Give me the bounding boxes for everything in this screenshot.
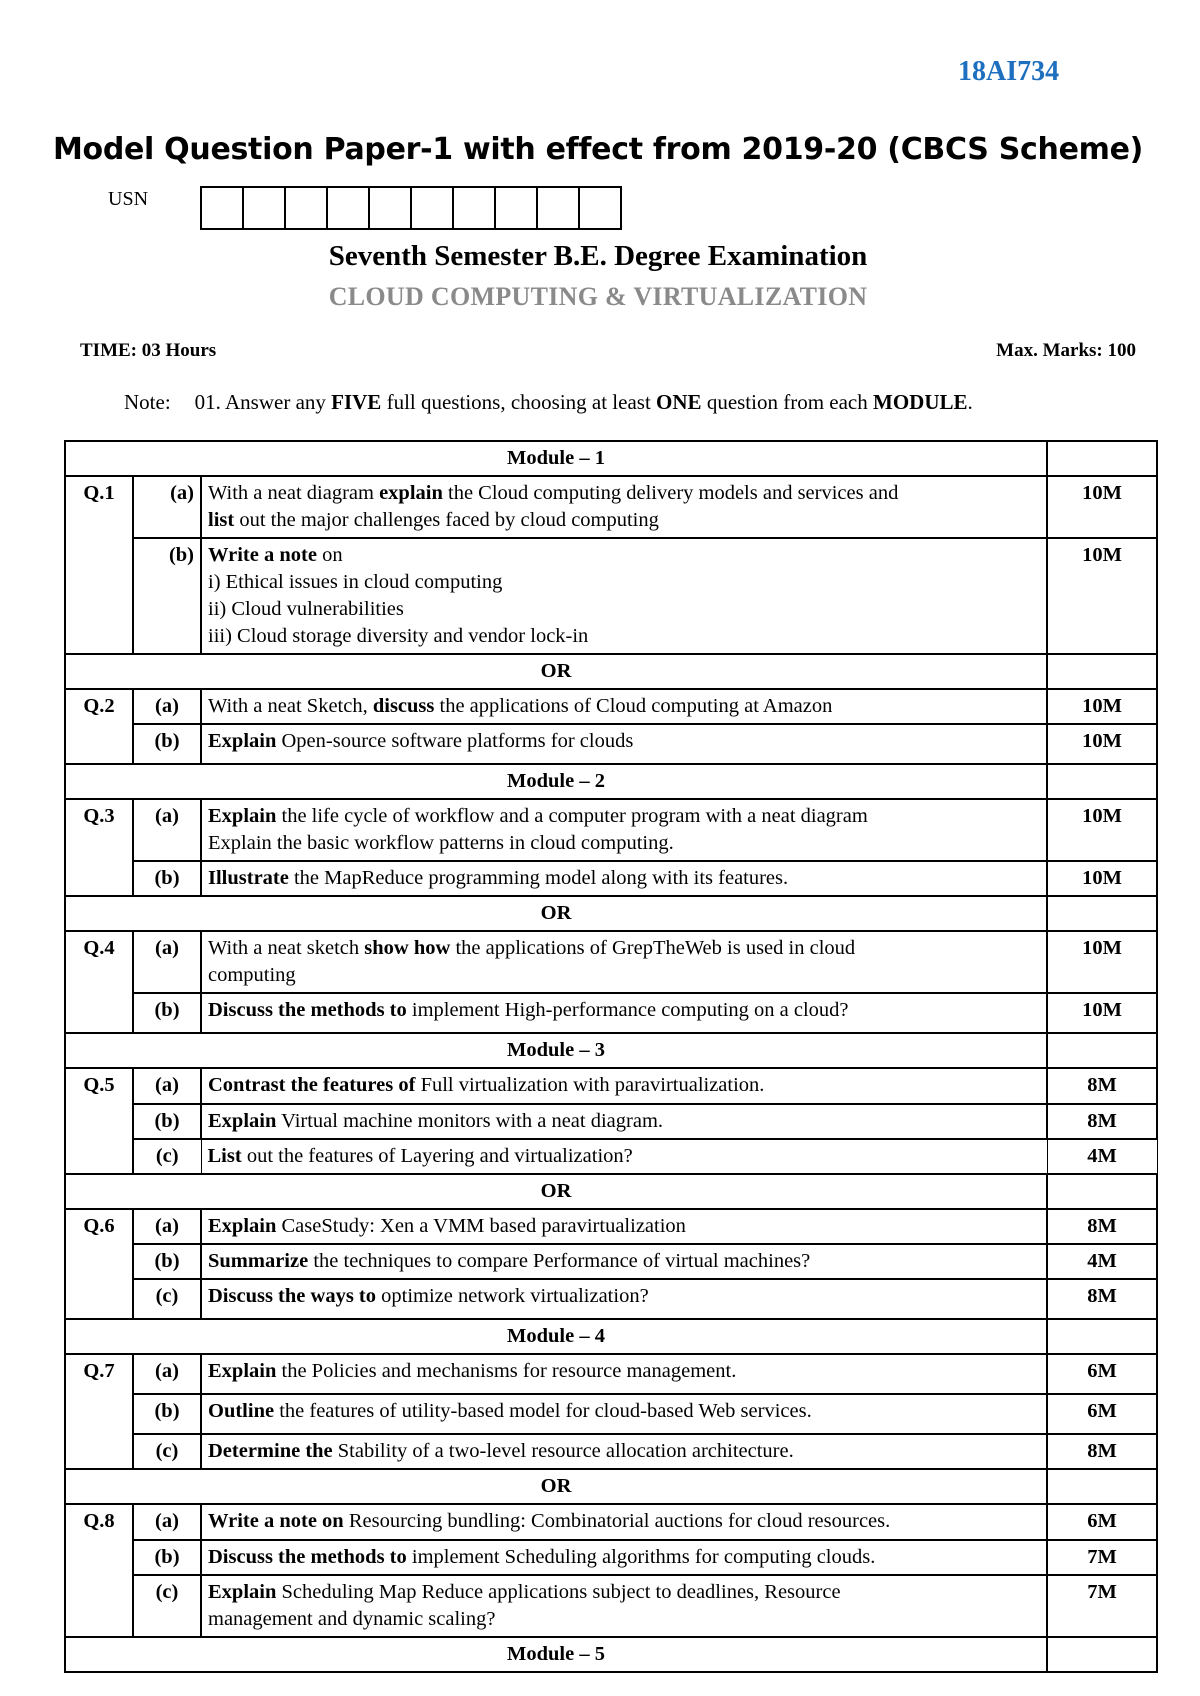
or-row [65, 654, 1157, 689]
question-text-line [208, 1248, 1040, 1275]
marks-value: 7M [1047, 1575, 1157, 1637]
question-text [201, 1504, 1047, 1540]
sub-question-label: (a) [133, 1354, 201, 1394]
sub-question-label: (b) [133, 861, 201, 896]
or-marks-blank [1047, 1469, 1157, 1504]
question-text-run: Explain the basic workflow patterns in cloud computing. [208, 832, 674, 854]
sub-question-label: (a) [133, 476, 201, 538]
question-text-run: out the major challenges faced by cloud computing [234, 509, 659, 531]
question-text [201, 476, 1047, 538]
question-text [201, 1540, 1047, 1575]
module-heading-marks-blank [1047, 1319, 1157, 1354]
question-part-row [65, 1244, 1157, 1279]
note-text-4: . [967, 390, 973, 414]
sub-question-label: (c) [133, 1279, 201, 1319]
question-part-row [65, 861, 1157, 896]
question-keyword: show how [364, 937, 451, 959]
marks-value: 10M [1047, 861, 1157, 896]
subject-name: CLOUD COMPUTING & VIRTUALIZATION [328, 282, 868, 311]
module-heading: Module – 3 [65, 1033, 1047, 1068]
sub-question-label: (b) [133, 1394, 201, 1434]
question-text-line [208, 1606, 1040, 1633]
sub-question-label: (b) [133, 538, 201, 654]
module-heading-row [65, 1033, 1157, 1068]
marks-value: 10M [1047, 724, 1157, 764]
question-text [201, 724, 1047, 764]
question-text-line [208, 865, 1040, 892]
question-number: Q.7 [65, 1354, 133, 1469]
question-text-run: management and dynamic scaling? [208, 1608, 496, 1630]
question-text-line [208, 1283, 1040, 1310]
question-keyword: Explain [208, 1360, 277, 1382]
question-text-run: Resourcing bundling: Combinatorial auctions for cloud resources. [343, 1510, 891, 1532]
module-heading: Module – 2 [65, 764, 1047, 799]
sub-question-label: (a) [133, 1504, 201, 1540]
question-text-line [208, 1358, 1040, 1385]
question-text-run: the MapReduce programming model along with its features. [288, 867, 789, 889]
question-text-line [208, 728, 1040, 755]
question-text-run: With a neat diagram [208, 482, 380, 504]
question-text-line [208, 693, 1040, 720]
or-separator: OR [65, 1174, 1047, 1209]
exam-time: TIME: 03 Hours [80, 340, 217, 361]
question-text-line [208, 997, 1040, 1024]
question-text-run: out the features of Layering and virtualization? [241, 1145, 633, 1167]
question-text-run: computing [208, 964, 296, 986]
sub-question-label: (c) [133, 1434, 201, 1469]
question-text-run: the Policies and mechanisms for resource management. [276, 1360, 737, 1382]
question-keyword: Discuss the methods to [208, 999, 407, 1021]
question-text-run: Scheduling Map Reduce applications subject to deadlines, Resource [276, 1581, 841, 1603]
question-text [201, 931, 1047, 993]
note-text-2: full questions, choosing at least [381, 390, 657, 414]
question-number: Q.5 [65, 1068, 133, 1174]
question-part-row [65, 1434, 1157, 1469]
question-part-row [65, 476, 1157, 538]
question-text [201, 1068, 1047, 1104]
question-text-run: the applications of GrepTheWeb is used in cloud [450, 937, 856, 959]
question-number: Q.8 [65, 1504, 133, 1637]
question-part-row [65, 993, 1157, 1033]
question-text-line [208, 962, 1040, 989]
question-keyword: Explain [208, 1215, 277, 1237]
question-part-row [65, 1394, 1157, 1434]
marks-value: 10M [1047, 538, 1157, 654]
question-part-row [65, 1068, 1157, 1104]
marks-value: 8M [1047, 1434, 1157, 1469]
question-text-run: Stability of a two-level resource allocation architecture. [332, 1440, 794, 1462]
question-keyword: Illustrate [208, 867, 289, 889]
marks-value: 4M [1047, 1139, 1157, 1174]
usn-entry-boxes [200, 186, 622, 230]
question-text [201, 1104, 1047, 1139]
question-text-run: implement Scheduling algorithms for computing clouds. [406, 1546, 876, 1568]
question-number: Q.6 [65, 1209, 133, 1319]
question-text-run: the techniques to compare Performance of virtual machines? [308, 1250, 811, 1272]
question-table [64, 440, 1158, 1673]
question-text-run: optimize network virtualization? [376, 1285, 649, 1307]
marks-value: 10M [1047, 689, 1157, 724]
question-part-row [65, 1139, 1157, 1174]
question-text-line [208, 623, 1040, 650]
question-text-run: the Cloud computing delivery models and services and [442, 482, 899, 504]
question-part-row [65, 1575, 1157, 1637]
module-heading: Module – 1 [65, 441, 1047, 476]
marks-value: 8M [1047, 1209, 1157, 1244]
question-keyword: Explain [208, 805, 277, 827]
question-keyword: Explain [208, 730, 277, 752]
or-row [65, 1174, 1157, 1209]
question-text-run: Open-source software platforms for clouds [276, 730, 634, 752]
usn-label: USN [108, 188, 149, 210]
question-text-run: Full virtualization with paravirtualization. [415, 1074, 765, 1096]
marks-value: 8M [1047, 1279, 1157, 1319]
instructions-note [124, 390, 973, 415]
question-keyword: discuss [372, 695, 435, 717]
semester-heading: Seventh Semester B.E. Degree Examination [328, 240, 868, 272]
question-keyword: Explain [208, 1110, 277, 1132]
question-number: Q.4 [65, 931, 133, 1033]
question-part-row [65, 538, 1157, 654]
question-text-line [208, 480, 1040, 507]
question-text-line [208, 830, 1040, 857]
question-keyword: list [208, 509, 235, 531]
sub-question-label: (b) [133, 1540, 201, 1575]
module-heading: Module – 4 [65, 1319, 1047, 1354]
question-keyword: Contrast the features of [208, 1074, 416, 1096]
question-text-line [208, 803, 1040, 830]
module-heading-marks-blank [1047, 1637, 1157, 1672]
question-text [201, 1279, 1047, 1319]
marks-value: 10M [1047, 931, 1157, 993]
or-separator: OR [65, 1469, 1047, 1504]
usn-box [538, 186, 580, 230]
module-heading-row [65, 441, 1157, 476]
question-keyword: Summarize [208, 1250, 309, 1272]
question-part-row [65, 1209, 1157, 1244]
question-text-run: the applications of Cloud computing at Amazon [434, 695, 833, 717]
or-row [65, 896, 1157, 931]
question-text-run: the life cycle of workflow and a computer program with a neat diagram [276, 805, 868, 827]
marks-value: 8M [1047, 1104, 1157, 1139]
sub-question-label: (b) [133, 1104, 201, 1139]
usn-box [244, 186, 286, 230]
question-text [201, 1139, 1047, 1174]
question-text [201, 1354, 1047, 1394]
question-text-line [208, 1143, 1041, 1170]
marks-value: 6M [1047, 1394, 1157, 1434]
question-text-run: ii) Cloud vulnerabilities [208, 598, 404, 620]
question-part-row [65, 724, 1157, 764]
question-text [201, 1575, 1047, 1637]
question-text-line [208, 1108, 1040, 1135]
question-text [201, 689, 1047, 724]
or-separator: OR [65, 896, 1047, 931]
question-keyword: List [207, 1145, 242, 1167]
question-text-line [208, 1213, 1040, 1240]
note-text-3: question from each [701, 390, 874, 414]
sub-question-label: (a) [133, 931, 201, 993]
question-text-line [208, 1398, 1040, 1425]
or-marks-blank [1047, 654, 1157, 689]
usn-box [580, 186, 622, 230]
marks-value: 4M [1047, 1244, 1157, 1279]
sub-question-label: (a) [133, 799, 201, 861]
sub-question-label: (a) [133, 689, 201, 724]
question-keyword: Discuss the methods to [208, 1546, 407, 1568]
question-part-row [65, 931, 1157, 993]
note-text-1: 01. Answer any [194, 390, 332, 414]
sub-question-label: (c) [133, 1575, 201, 1637]
question-text [201, 1394, 1047, 1434]
marks-value: 10M [1047, 993, 1157, 1033]
question-text-run: on [316, 544, 343, 566]
question-text [201, 861, 1047, 896]
usn-box [412, 186, 454, 230]
note-emphasis-module: MODULE [873, 390, 968, 414]
question-part-row [65, 689, 1157, 724]
question-text-run: Virtual machine monitors with a neat diagram. [276, 1110, 664, 1132]
question-keyword: explain [379, 482, 443, 504]
paper-title: Model Question Paper-1 with effect from 2019-20 (CBCS Scheme) [52, 132, 1144, 167]
question-text [201, 1244, 1047, 1279]
usn-box [370, 186, 412, 230]
question-part-row [65, 1504, 1157, 1540]
usn-box [202, 186, 244, 230]
question-text-line [208, 1072, 1040, 1099]
marks-value: 10M [1047, 799, 1157, 861]
question-text-line [208, 1438, 1040, 1465]
marks-value: 7M [1047, 1540, 1157, 1575]
module-heading: Module – 5 [65, 1637, 1047, 1672]
question-text-line [208, 1544, 1040, 1571]
module-heading-marks-blank [1047, 441, 1157, 476]
sub-question-label: (a) [133, 1068, 201, 1104]
or-separator: OR [65, 654, 1047, 689]
max-marks: Max. Marks: 100 [996, 340, 1136, 361]
usn-box [328, 186, 370, 230]
question-text [201, 1209, 1047, 1244]
module-heading-row [65, 764, 1157, 799]
question-text-line [208, 1508, 1040, 1535]
or-row [65, 1469, 1157, 1504]
subject-code: 18AI734 [958, 56, 1060, 87]
sub-question-label: (c) [133, 1139, 201, 1174]
module-heading-row [65, 1319, 1157, 1354]
module-heading-marks-blank [1047, 1033, 1157, 1068]
question-text-line [208, 569, 1040, 596]
usn-box [496, 186, 538, 230]
question-text-run: With a neat sketch [208, 937, 365, 959]
marks-value: 8M [1047, 1068, 1157, 1104]
note-label: Note: [124, 390, 171, 414]
question-number: Q.3 [65, 799, 133, 896]
question-number: Q.1 [65, 476, 133, 654]
question-text-run: iii) Cloud storage diversity and vendor lock-in [208, 625, 589, 647]
question-text-line [208, 507, 1040, 534]
question-part-row [65, 1354, 1157, 1394]
question-part-row [65, 1104, 1157, 1139]
note-emphasis-one: ONE [656, 390, 702, 414]
or-marks-blank [1047, 1174, 1157, 1209]
question-text-run: With a neat Sketch, [208, 695, 373, 717]
question-part-row [65, 799, 1157, 861]
usn-box [286, 186, 328, 230]
question-keyword: Write a note on [208, 1510, 344, 1532]
question-text-run: CaseStudy: Xen a VMM based paravirtualization [276, 1215, 686, 1237]
module-heading-marks-blank [1047, 764, 1157, 799]
sub-question-label: (b) [133, 1244, 201, 1279]
question-text-line [208, 1579, 1040, 1606]
question-text [201, 799, 1047, 861]
question-keyword: Discuss the ways to [208, 1285, 376, 1307]
question-text-run: the features of utility-based model for cloud-based Web services. [274, 1400, 812, 1422]
module-heading-row [65, 1637, 1157, 1672]
or-marks-blank [1047, 896, 1157, 931]
question-text-run: implement High-performance computing on a cloud? [406, 999, 849, 1021]
question-text-line [208, 935, 1040, 962]
marks-value: 10M [1047, 476, 1157, 538]
question-part-row [65, 1279, 1157, 1319]
question-number: Q.2 [65, 689, 133, 764]
question-keyword: Determine the [208, 1440, 333, 1462]
sub-question-label: (b) [133, 993, 201, 1033]
question-text [201, 993, 1047, 1033]
marks-value: 6M [1047, 1354, 1157, 1394]
marks-value: 6M [1047, 1504, 1157, 1540]
sub-question-label: (a) [133, 1209, 201, 1244]
question-text-run: i) Ethical issues in cloud computing [208, 571, 503, 593]
question-text [201, 538, 1047, 654]
question-keyword: Outline [208, 1400, 275, 1422]
sub-question-label: (b) [133, 724, 201, 764]
question-text-line [208, 542, 1040, 569]
question-text [201, 1434, 1047, 1469]
question-text-line [208, 596, 1040, 623]
question-keyword: Write a note [208, 544, 317, 566]
usn-box [454, 186, 496, 230]
note-emphasis-five: FIVE [331, 390, 382, 414]
question-keyword: Explain [208, 1581, 277, 1603]
question-part-row [65, 1540, 1157, 1575]
